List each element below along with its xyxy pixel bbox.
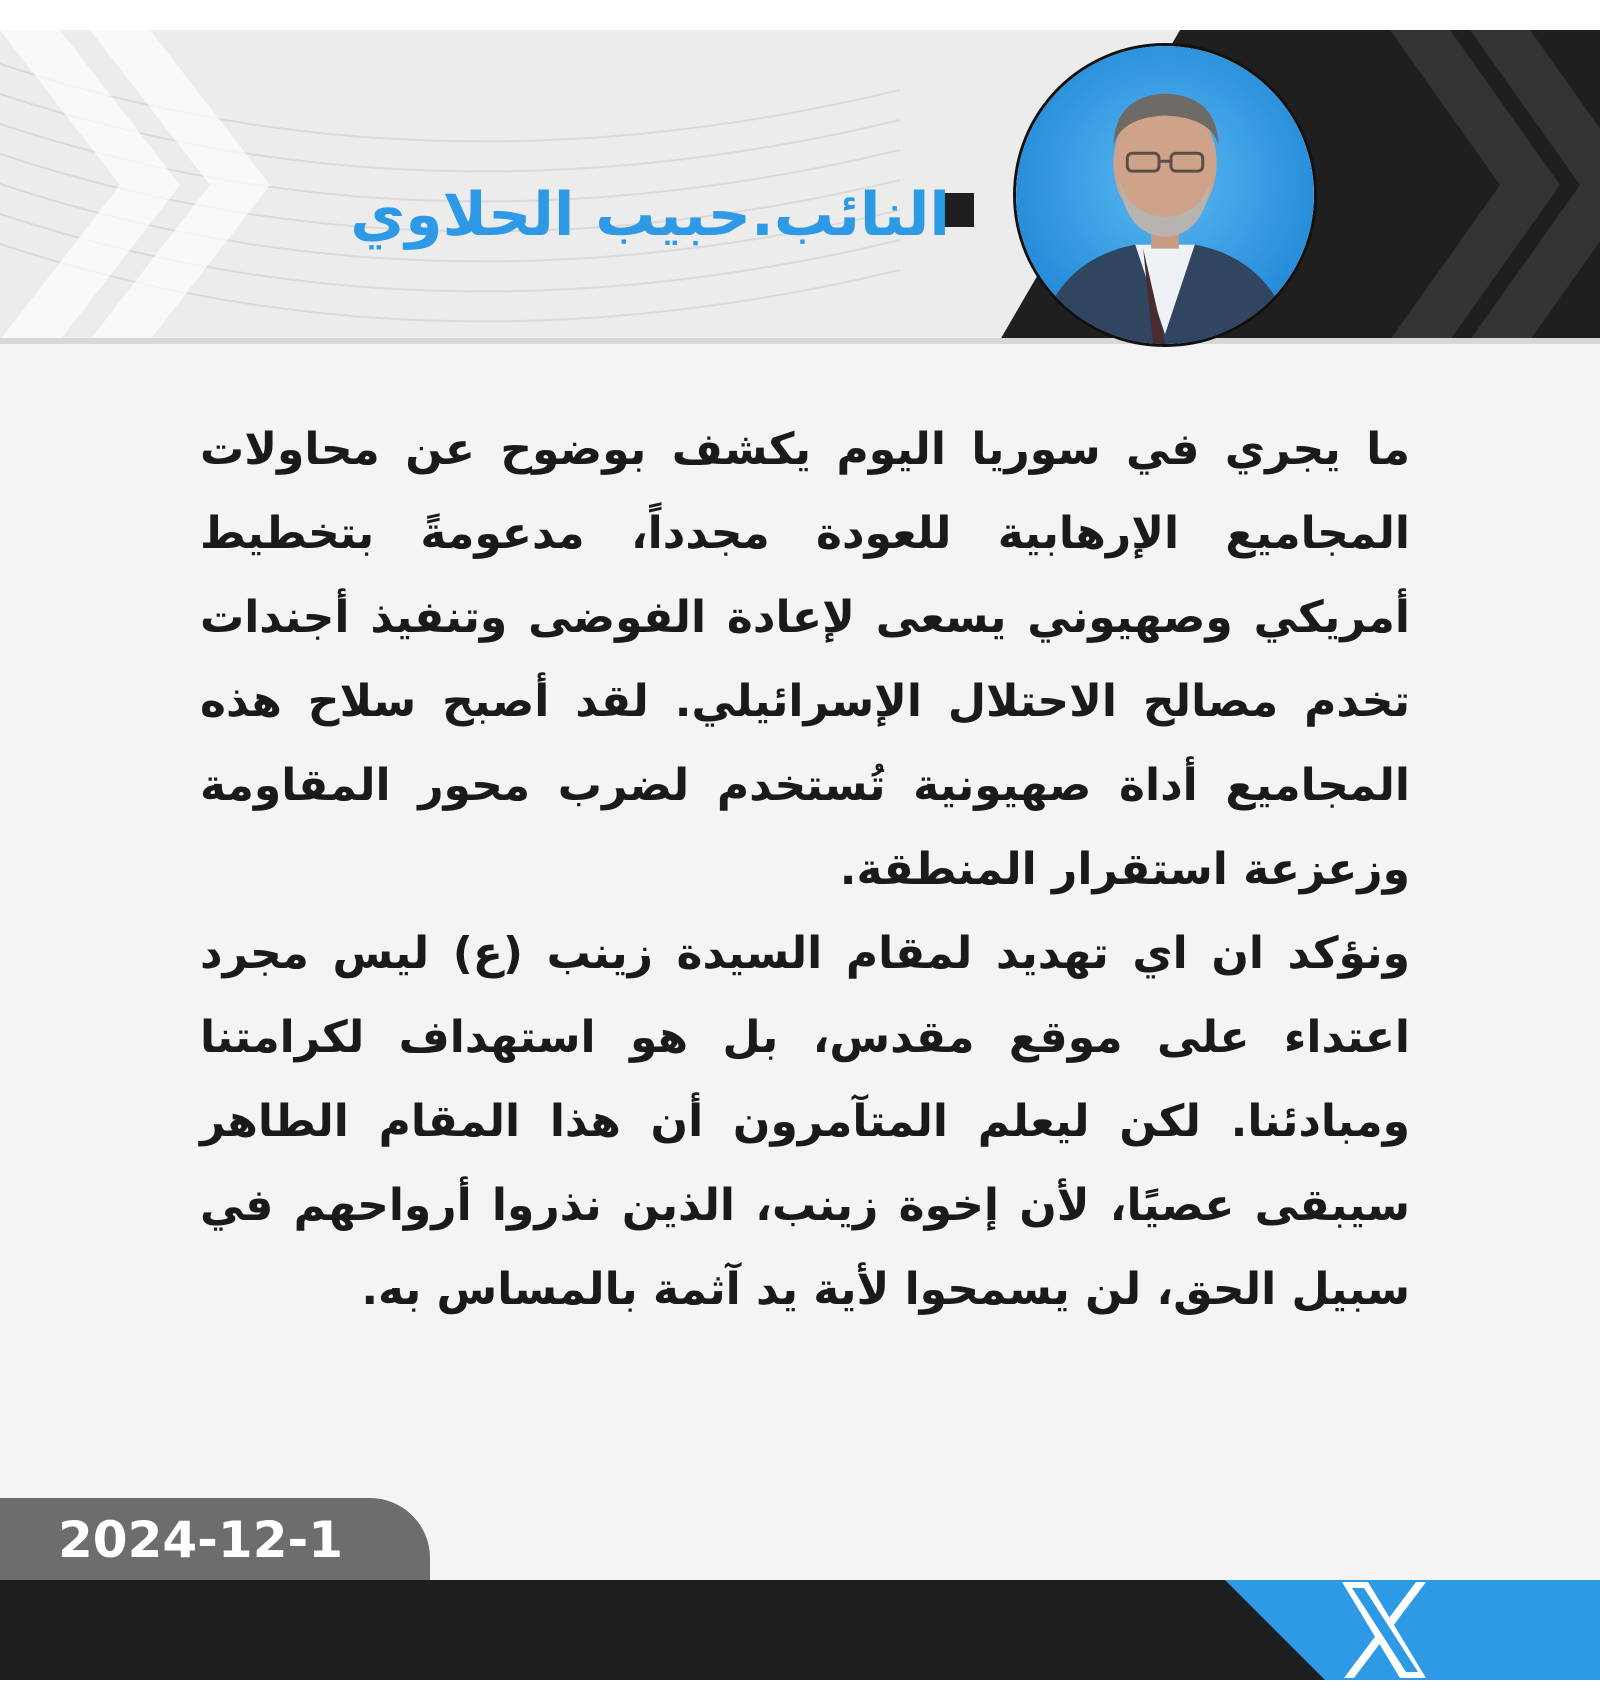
statement-paragraph-2: ونؤكد ان اي تهديد لمقام السيدة زينب (ع) ليس مجرد اعتداء على موقع مقدس، بل هو استهداف لكرامتنا ومبادئنا. لكن ليعلم المتآمرون أن هذا المقام الطاهر سيبقى عصيًا، لأن إخوة زينب، الذين نذروا أرواحهم في سبيل الحق، لن يسمحوا لأية يد آثمة بالمساس به. <box>200 928 1410 1315</box>
statement-text <box>200 408 1410 1332</box>
top-margin <box>0 0 1600 30</box>
avatar <box>1016 46 1314 344</box>
statement-paragraph-1: ما يجري في سوريا اليوم يكشف بوضوح عن محاولات المجاميع الإرهابية للعودة مجدداً، مدعومةً بتخطيط أمريكي وصهيوني يسعى لإعادة الفوضى وتنفيذ أجندات تخدم مصالح الاحتلال الإسرائيلي. لقد أصبح سلاح هذه المجاميع أداة صهيونية تُستخدم لضرب محور المقاومة وزعزعة استقرار المنطقة. <box>200 424 1410 895</box>
post-date: 2024-12-1 <box>58 1511 344 1569</box>
header-divider <box>0 338 1600 344</box>
author-name: النائب.حبيب الحلاوي <box>350 180 950 250</box>
portrait-icon <box>1016 46 1314 344</box>
footer-bottom-margin <box>0 1680 1600 1700</box>
x-logo-icon <box>1338 1578 1430 1682</box>
